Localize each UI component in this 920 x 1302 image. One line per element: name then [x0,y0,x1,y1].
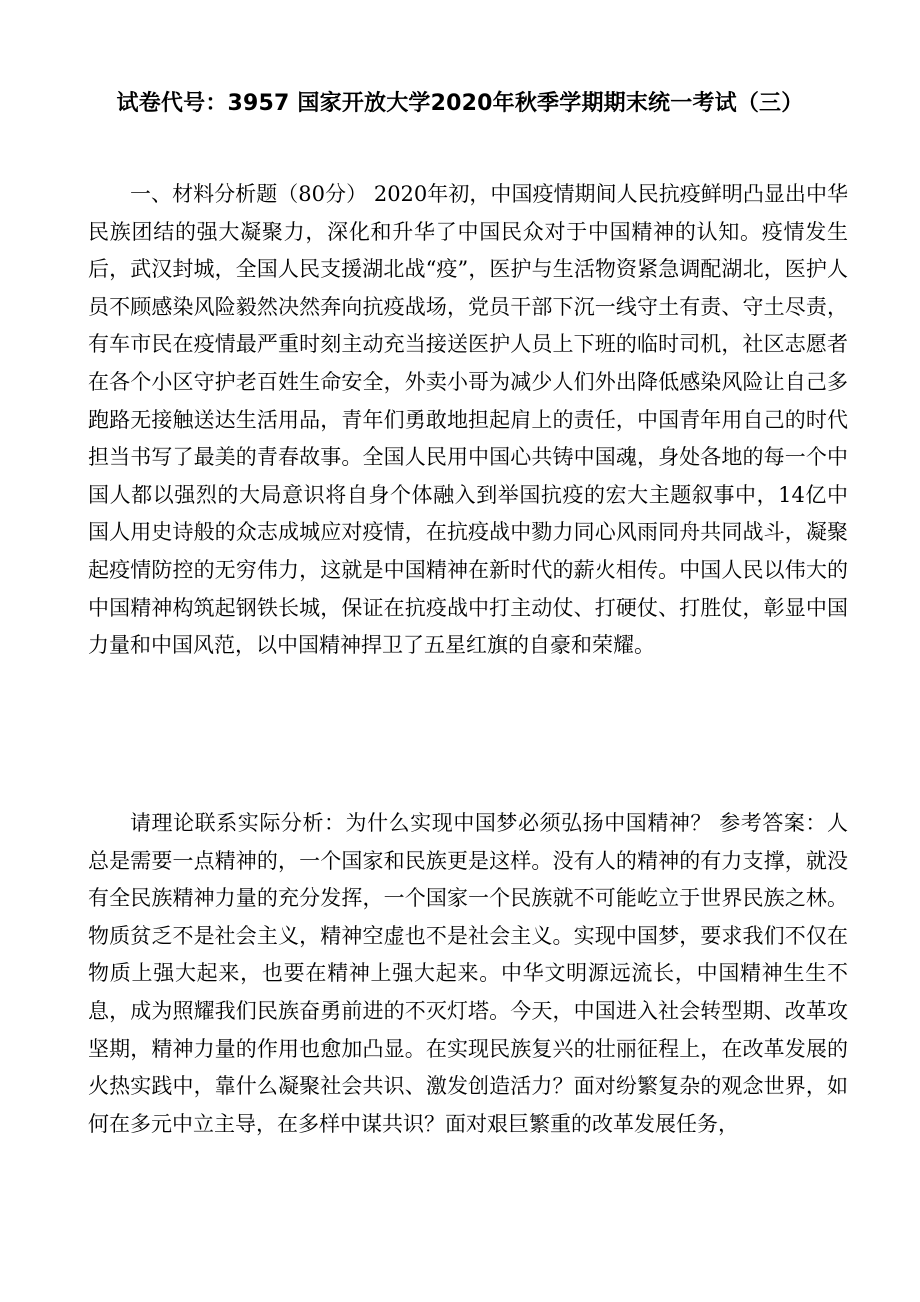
material-analysis-paragraph: 一、材料分析题（80分） 2020年初，中国疫情期间人民抗疫鲜明凸显出中华民族团结的强大凝聚力，深化和升华了中国民众对于中国精神的认知。疫情发生后，武汉封城，全国人民支援湖北战“疫”，医护与生活物资紧急调配湖北，医护人员不顾感染风险毅然决然奔向抗疫战场，党员干部下沉一线守土有责、守土尽责，有车市民在疫情最严重时刻主动充当接送医护人员上下班的临时司机，社区志愿者在各个小区守护老百姓生命安全，外卖小哥为减少人们外出降低感染风险让自己多跑路无接触送达生活用品，青年们勇敢地担起肩上的责任，中国青年用自己的时代担当书写了最美的青春故事。全国人民用中国心共铸中国魂，身处各地的每一个中国人都以强烈的大局意识将自身个体融入到举国抗疫的宏大主题叙事中，14亿中国人用史诗般的众志成城应对疫情，在抗疫战中勠力同心风雨同舟共同战斗，凝聚起疫情防控的无穷伟力，这就是中国精神在新时代的薪火相传。中国人民以伟大的中国精神构筑起钢铁长城，保证在抗疫战中打主动仗、打硬仗、打胜仗，彰显中国力量和中国风范，以中国精神捍卫了五星红旗的自豪和荣耀。 [88,182,848,658]
answer-paragraph: 请理论联系实际分析：为什么实现中国梦必须弘扬中国精神？ 参考答案：人总是需要一点精神的，一个国家和民族更是这样。没有人的精神的有力支撑，就没有全民族精神力量的充分发挥，一个国家一个民族就不可能屹立于世界民族之林。物质贫乏不是社会主义，精神空虚也不是社会主义。实现中国梦，要求我们不仅在物质上强大起来，也要在精神上强大起来。中华文明源远流长，中国精神生生不息，成为照耀我们民族奋勇前进的不灭灯塔。今天，中国进入社会转型期、改革攻坚期，精神力量的作用也愈加凸显。在实现民族复兴的壮丽征程上，在改革发展的火热实践中，靠什么凝聚社会共识、激发创造活力？面对纷繁复杂的观念世界，如何在多元中立主导，在多样中谋共识？面对艰巨繁重的改革发展任务， [88,811,848,1136]
exam-title: 试卷代号：3957 国家开放大学2020年秋季学期期末统一考试（三） [116,91,804,116]
